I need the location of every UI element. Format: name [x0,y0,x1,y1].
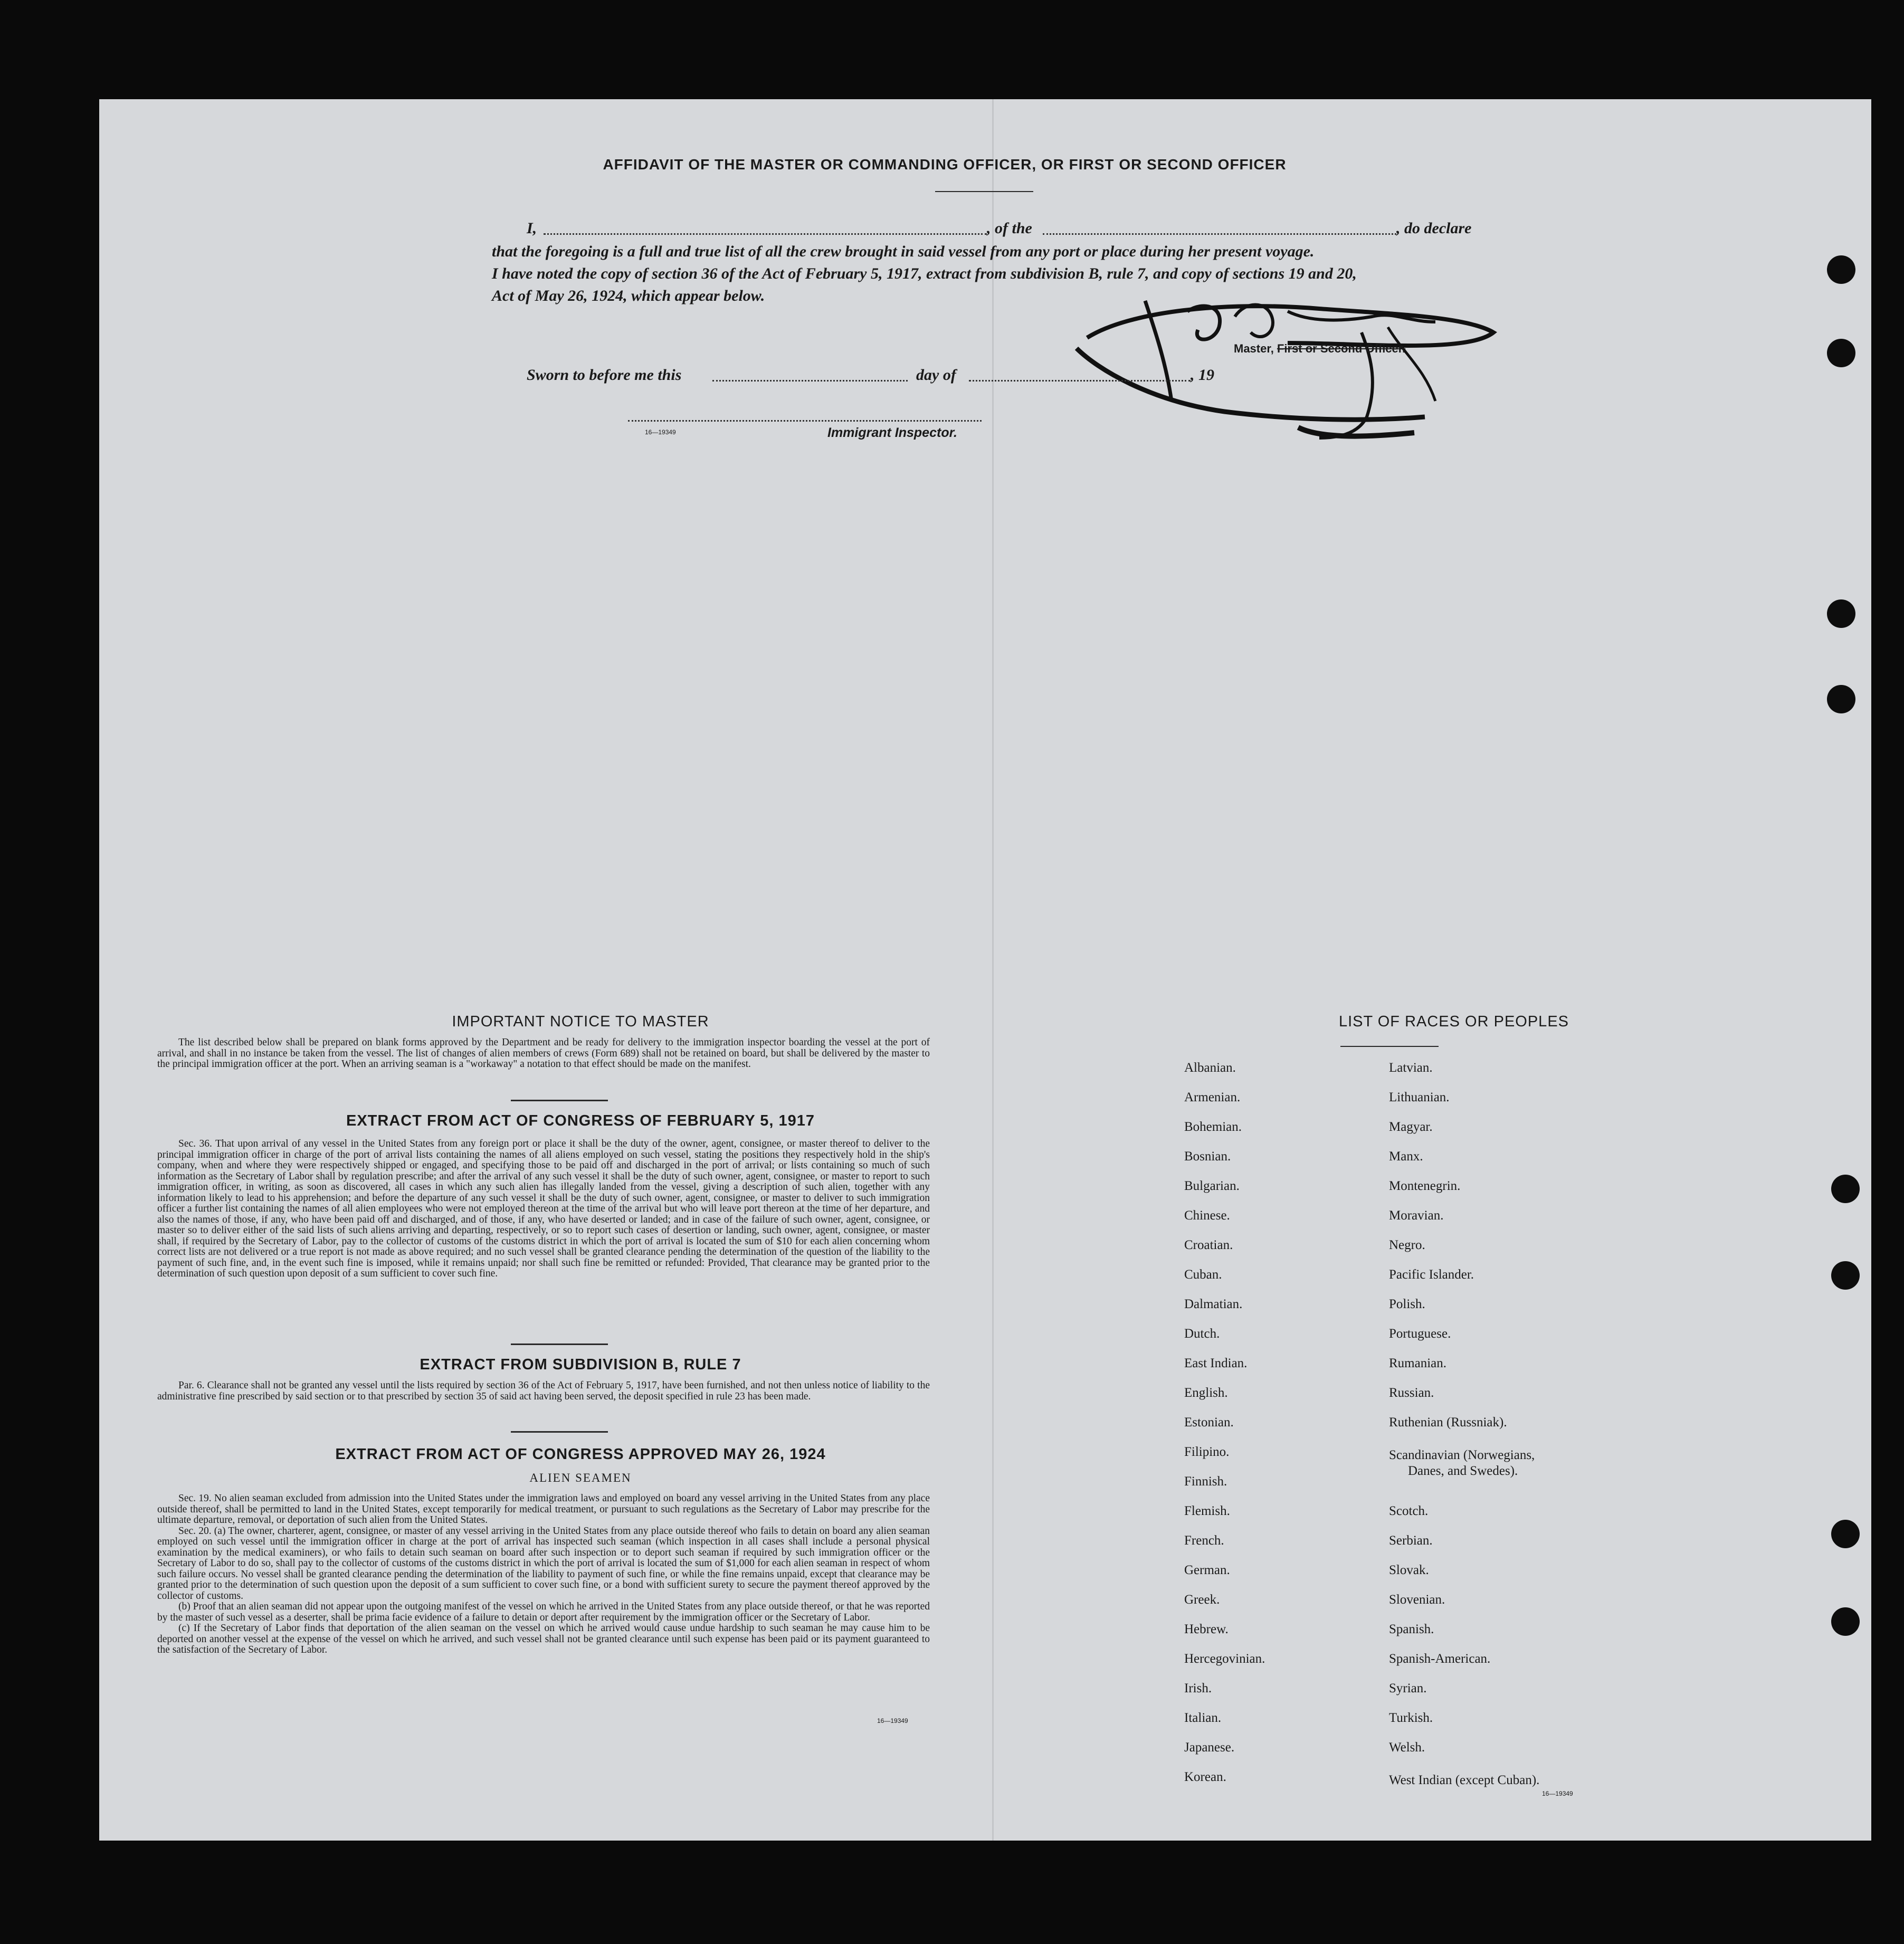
races-rule [1340,1046,1439,1047]
race-item: Slovak. [1389,1563,1429,1577]
section-36-paragraph: Sec. 36. That upon arrival of any vessel in the United States from any foreign port or place it shall be the duty of the owner, agent, consignee, or master thereof to deliver to the principal immigration officer in charge of the port of arrival lists containing the names of all aliens employed on such vessel, stating the positions they respectively hold in the ship's company, when and where they were respectively shipped or engaged, and specifying those to be paid off and discharged in the port of arrival; or lists containing so much of such information as the Secretary of Labor shall by regulation prescribe; and after the arrival of any such vessel it shall be the duty of such owner, agent, consignee, or master to report to such immigration officer, in writing, as soon as discovered, all cases in which any such alien has illegally landed from the vessel, giving a description of such alien, together with any information likely to lead to his apprehension; and before the departure of any such vessel it shall be the duty of such owner, agent, consignee, or master to deliver to such immigration officer a further list containing the names of all alien employees who were not employed thereon at the time of the arrival but who will leave port thereon at the time of her departure, and also the names of those, if any, who have been paid off and discharged, and of those, if any, who have deserted or landed; and in case of the failure of such owner, agent, consignee, or master so to deliver either of the said lists of such aliens arriving and departing, respectively, or so to report such cases of desertion or landing, such owner, agent, consignee, or master shall, if required by the Secretary of Labor, pay to the collector of customs of the customs district in which the port of arrival is located the sum of $10 for each alien concerning whom correct lists are not delivered or a true report is not made as above required; and no such vessel shall be granted clearance pending the determination of the question of the liability to the payment of such fine, and, in the event such fine is imposed, while it remains unpaid; nor shall such fine be remitted or refunded: Provided, That clearance may be granted prior to the determination of such question upon deposit of a sum sufficient to cover such fine. [157,1138,930,1279]
extract2-text [157,1380,930,1402]
race-item: Chinese. [1184,1208,1230,1223]
race-item: Portuguese. [1389,1327,1451,1341]
race-item: Syrian. [1389,1681,1427,1695]
race-item: Albanian. [1184,1061,1236,1075]
punch-hole [1831,1261,1860,1290]
punch-hole [1827,339,1855,367]
race-item: Croatian. [1184,1238,1233,1252]
punch-hole [1827,599,1855,628]
sworn-year: , 19 [1191,366,1214,384]
rule-7-paragraph: Par. 6. Clearance shall not be granted any vessel until the lists required by section 36 of the Act of February 5, 1917, have been furnished, and not then unless notice of liability to the administrative fine prescribed by said section or to that prescribed by section 35 of said act having been served, the deposit specified in rule 23 has been made. [157,1380,930,1402]
notice-title: IMPORTANT NOTICE TO MASTER [452,1013,709,1030]
race-item: French. [1184,1533,1224,1548]
race-item: Serbian. [1389,1533,1433,1548]
sworn-month-field[interactable] [969,380,1191,382]
notice-form-number: 16—19349 [877,1717,908,1724]
race-item: Russian. [1389,1386,1434,1400]
race-item: Dalmatian. [1184,1297,1243,1311]
race-item: Magyar. [1389,1120,1433,1134]
race-item: Armenian. [1184,1090,1241,1104]
race-item: Scandinavian (Norwegians, [1389,1448,1535,1462]
punch-hole [1827,685,1855,713]
race-item: Korean. [1184,1770,1226,1784]
race-item: Finnish. [1184,1474,1227,1489]
inspector-signature-field[interactable] [628,420,982,422]
race-item: Italian. [1184,1711,1222,1725]
extract2-title: EXTRACT FROM SUBDIVISION B, RULE 7 [420,1356,741,1373]
notice-text [157,1037,930,1070]
notice-paragraph: The list described below shall be prepared on blank forms approved by the Department and be ready for delivery to the immigration inspector boarding the vessel at the port of arrival, and shall in no instance be taken from the vessel. The list of changes of alien members of crews (Form 689) shall not be retained on board, but shall be delivered by the master to the principal immigration officer at the port. When an arriving seaman is a "workaway" a notation to that effect should be made on the manifest. [157,1037,930,1070]
race-item: East Indian. [1184,1356,1248,1370]
race-item: Scotch. [1389,1504,1429,1518]
signer-title [1234,342,1405,356]
race-item: Negro. [1389,1238,1425,1252]
extract3-subtitle: ALIEN SEAMEN [529,1471,632,1484]
master-signature [1066,280,1504,443]
race-item: Ruthenian (Russniak). [1389,1415,1507,1430]
race-item: Slovenian. [1389,1593,1445,1607]
race-item: Estonian. [1184,1415,1234,1430]
declarant-name-field[interactable] [544,233,987,235]
race-item: English. [1184,1386,1228,1400]
race-item: Bosnian. [1184,1149,1231,1164]
notice-rule [511,1100,608,1101]
races-form-number: 16—19349 [1542,1790,1573,1797]
race-item: Rumanian. [1389,1356,1447,1370]
races-title: LIST OF RACES OR PEOPLES [1338,1013,1569,1030]
inspector-label: Immigrant Inspector. [827,425,957,440]
signer-title-master: Master, [1234,342,1274,355]
race-item: Danes, and Swedes). [1408,1464,1518,1478]
race-item: Irish. [1184,1681,1212,1695]
race-item: Turkish. [1389,1711,1433,1725]
affidavit-line3: I have noted the copy of section 36 of the Act of February 5, 1917, extract from subdivision B, rule 7, and copy of sections 19 and 20, [492,265,1357,282]
punch-hole [1827,255,1855,284]
race-item: Hercegovinian. [1184,1652,1265,1666]
title-rule [935,191,1033,192]
affidavit-form-number: 16—19349 [645,428,676,436]
race-item: Spanish. [1389,1622,1434,1636]
vessel-name-field[interactable] [1043,233,1396,235]
section-20c-paragraph: (c) If the Secretary of Labor finds that deportation of the alien seaman on the vessel on which he arrived would cause undue hardship to such seaman he may cause him to be deported on another vessel at the expense of the vessel on which he arrived, and such vessel shall not be granted clearance until such expense has been paid or its payment guaranteed to the satisfaction of the Secretary of Labor. [157,1623,930,1655]
punch-hole [1831,1520,1860,1548]
section-19-paragraph: Sec. 19. No alien seaman excluded from admission into the United States under the immigration laws and employed on board any vessel arriving in the United States from any place outside thereof, shall be permitted to land in the United States, except temporarily for medical treatment, or pursuant to such regulations as the Secretary of Labor may prescribe for the ultimate departure, removal, or deportation of such alien from the United States. [157,1493,930,1526]
section-20a-paragraph: Sec. 20. (a) The owner, charterer, agent, consignee, or master of any vessel arriving in the United States from any place outside thereof who fails to detain on board any alien seaman employed on such vessel until the immigration officer in charge at the port of arrival has inspected such seaman (which inspection in all cases shall include a personal physical examination by the medical examiners), or who fails to detain such seaman on board after such inspection or to deport such seaman if required by such immigration officer or the Secretary of Labor to do so, shall pay to the collector of customs of the customs district in which the port of arrival is located the sum of $1,000 for each alien seaman in respect of whom such failure occurs. No vessel shall be granted clearance pending the determination of the liability to payment of such fine, or while the fine remains unpaid, except that clearance may be granted prior to the determination of such question upon the deposit of a sum sufficient to cover such fine, or a bond with sufficient surety to secure the payment thereof approved by the collector of customs. [157,1525,930,1602]
race-item: Flemish. [1184,1504,1230,1518]
affidavit-line1-declare: , do declare [1396,220,1472,237]
race-item: Japanese. [1184,1740,1235,1755]
race-item: Spanish-American. [1389,1652,1491,1666]
affidavit-line2: that the foregoing is a full and true list of all the crew brought in said vessel from any port or place during her present voyage. [492,243,1315,260]
race-item: Polish. [1389,1297,1425,1311]
section-20b-paragraph: (b) Proof that an alien seaman did not appear upon the outgoing manifest of the vessel on which he arrived in the United States from any place outside thereof, or that he was reported by the master of such vessel as a deserter, shall be prima facie evidence of a failure to detain or deport after requirement by the immigration officer or the Secretary of Labor. [157,1601,930,1623]
race-item: Filipino. [1184,1445,1230,1459]
race-item: Bohemian. [1184,1120,1242,1134]
race-item: German. [1184,1563,1230,1577]
signer-title-struck: First or Second Officer. [1277,342,1406,355]
extract1-text [157,1139,930,1280]
race-item: Greek. [1184,1593,1220,1607]
race-item: Lithuanian. [1389,1090,1450,1104]
race-item: Welsh. [1389,1740,1425,1755]
race-item: Manx. [1389,1149,1423,1164]
affidavit-line1-of: , of the [987,220,1032,237]
race-item: Pacific Islander. [1389,1268,1474,1282]
extract1-rule [511,1343,608,1345]
extract1-title: EXTRACT FROM ACT OF CONGRESS OF FEBRUARY 5, 1917 [346,1112,815,1129]
race-item: Moravian. [1389,1208,1444,1223]
race-item: West Indian (except Cuban). [1389,1773,1540,1787]
sworn-day-field[interactable] [712,380,908,382]
page-fold [992,99,994,1841]
race-item: Bulgarian. [1184,1179,1240,1193]
extract3-text [157,1493,930,1656]
sworn-day-of: day of [916,366,956,384]
punch-hole [1831,1175,1860,1203]
affidavit-line1-i: I, [527,220,537,237]
race-item: Latvian. [1389,1061,1433,1075]
extract2-rule [511,1431,608,1433]
extract3-title: EXTRACT FROM ACT OF CONGRESS APPROVED MAY 26, 1924 [335,1446,826,1463]
punch-hole [1831,1607,1860,1636]
race-item: Hebrew. [1184,1622,1229,1636]
race-item: Cuban. [1184,1268,1222,1282]
affidavit-line4: Act of May 26, 1924, which appear below. [492,287,765,304]
sworn-label: Sworn to before me this [527,366,682,384]
affidavit-title: AFFIDAVIT OF THE MASTER OR COMMANDING OFFICER, OR FIRST OR SECOND OFFICER [603,156,1287,173]
race-item: Montenegrin. [1389,1179,1461,1193]
race-item: Dutch. [1184,1327,1220,1341]
